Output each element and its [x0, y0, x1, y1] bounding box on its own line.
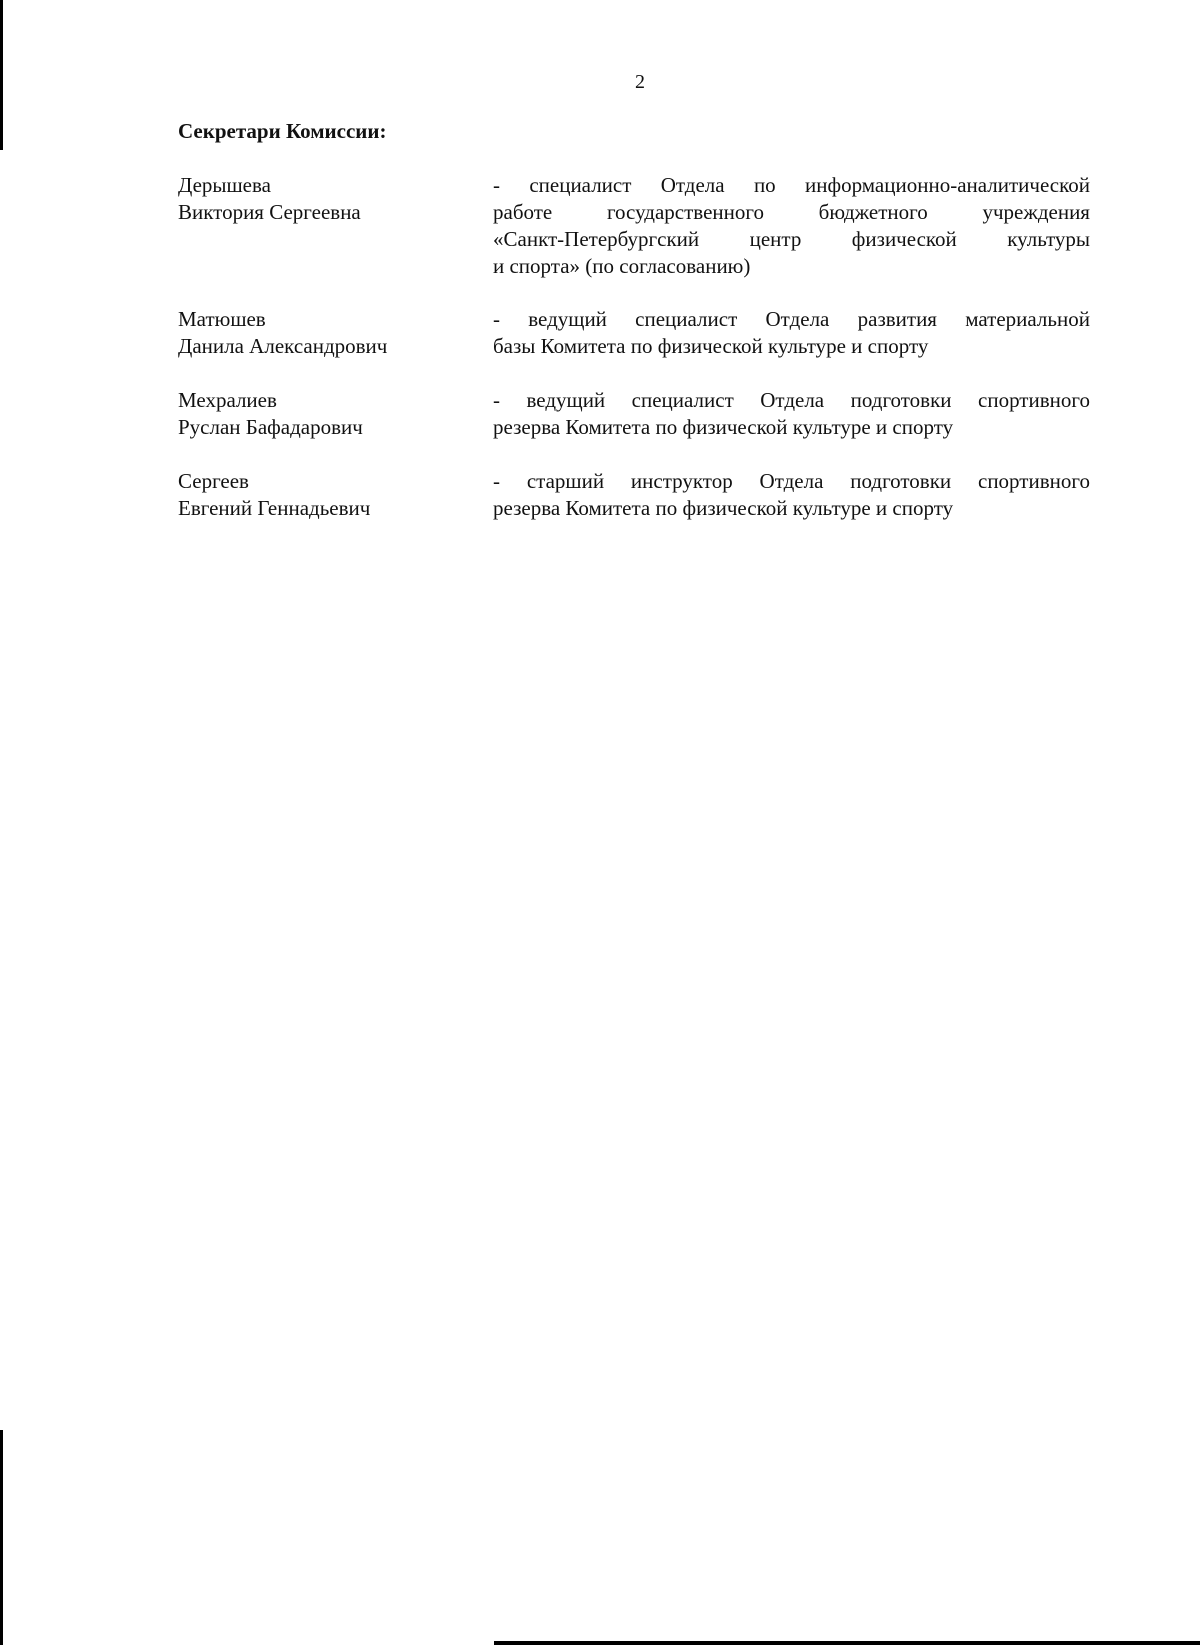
scan-edge-mark	[494, 1641, 1200, 1645]
person-given-names: Руслан Бафадарович	[178, 415, 363, 439]
person-name	[178, 468, 478, 522]
role-line: базы Комитета по физической культуре и спорту	[493, 334, 929, 358]
person-surname: Мехралиев	[178, 388, 277, 412]
page-number: 2	[635, 71, 645, 93]
person-given-names: Данила Александрович	[178, 334, 388, 358]
role-line: резерва Комитета по физической культуре и спорту	[493, 415, 954, 439]
person-name	[178, 306, 478, 360]
person-surname: Дерышева	[178, 173, 271, 197]
person-given-names: Евгений Геннадьевич	[178, 496, 371, 520]
role-line: - специалист Отдела по информационно-аналитической	[493, 173, 1090, 197]
person-surname: Сергеев	[178, 469, 249, 493]
role-line: работе государственного бюджетного учреждения	[493, 200, 1090, 224]
role-line: резерва Комитета по физической культуре и спорту	[493, 496, 954, 520]
person-role	[493, 172, 1090, 280]
section-heading: Секретари Комиссии:	[178, 119, 387, 143]
person-role	[493, 468, 1090, 522]
person-given-names: Виктория Сергеевна	[178, 200, 361, 224]
person-role	[493, 306, 1090, 360]
role-line: «Санкт-Петербургский центр физической культуры	[493, 227, 1090, 251]
role-line: - ведущий специалист Отдела подготовки спортивного	[493, 388, 1090, 412]
person-role	[493, 387, 1090, 441]
person-surname: Матюшев	[178, 307, 266, 331]
scan-edge-mark	[0, 1430, 3, 1645]
role-line: - ведущий специалист Отдела развития материальной	[493, 307, 1090, 331]
person-name	[178, 387, 478, 441]
role-line: - старший инструктор Отдела подготовки спортивного	[493, 469, 1090, 493]
role-line: и спорта» (по согласованию)	[493, 254, 751, 278]
person-name	[178, 172, 478, 226]
